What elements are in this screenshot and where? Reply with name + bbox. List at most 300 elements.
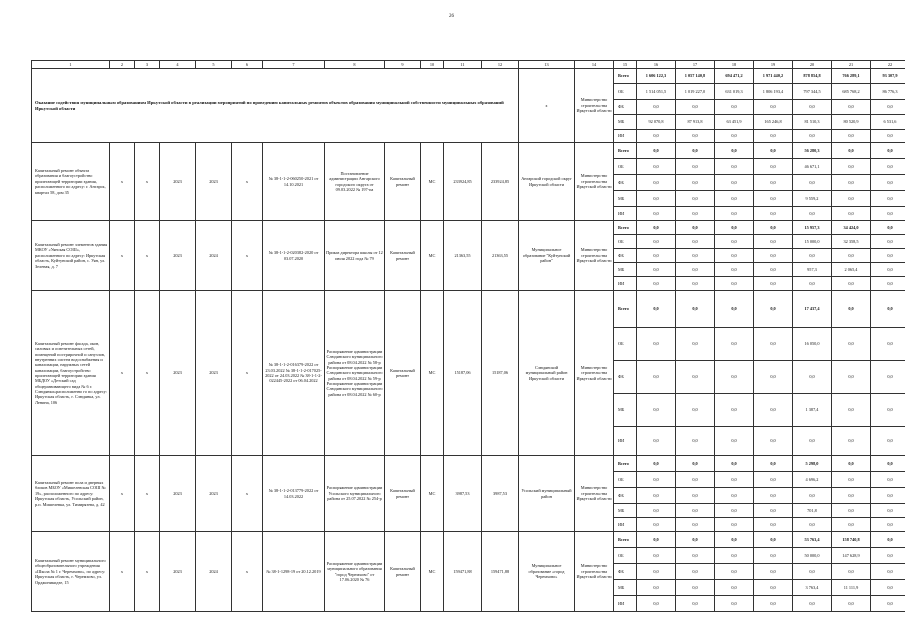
object-c5: 2023 [196,291,232,456]
object-c14: Министерство строительства Иркутской области [575,532,614,612]
value-cell: 0,0 [793,361,832,394]
object-c2: х [110,291,135,456]
object-c11: 15187,06 [444,291,482,456]
column-number-header: 2 [110,61,135,69]
value-cell: 0,0 [754,580,793,596]
object-c8: Постановление администрации Ангарского городского округа от 09.03.2022 № 197-па [325,143,385,221]
value-cell: 0,0 [715,221,754,235]
object-row [32,532,905,548]
value-cell: 87 913,8 [676,115,715,130]
object-row [32,456,905,472]
object-c4: 2023 [160,532,196,612]
value-cell: 0,0 [676,548,715,564]
value-cell: 0,0 [754,249,793,263]
object-c5: 2024 [196,221,232,291]
object-c14: Министерство строительства Иркутской области [575,143,614,221]
value-cell: 0,0 [793,175,832,191]
value-cell: 0,0 [871,143,905,159]
value-cell: 878 854,8 [793,69,832,84]
object-c5: 2023 [196,143,232,221]
value-cell: 0,0 [637,249,676,263]
value-cell: 0,0 [871,291,905,328]
value-cell: 0,0 [793,596,832,612]
value-cell: 0,0 [715,488,754,504]
object-c7: № 38-1-1-2-013779-2022 от 14.03.2022 [263,456,325,532]
value-cell: 0,0 [793,130,832,143]
column-number-header: 16 [637,61,676,69]
value-cell: 0,0 [715,328,754,361]
object-c13: Ангарский городской округ Иркутской области [519,143,575,221]
value-cell: 11 111,9 [832,580,871,596]
column-number-header: 10 [421,61,444,69]
column-number-header: 6 [232,61,263,69]
value-cell: 701,8 [793,504,832,518]
object-row [32,143,905,159]
value-cell: 0,0 [754,456,793,472]
object-name: Капитальный ремонт элементов здания МКОУ «Уянская СОШ», расположенного по адресу: Иркутская область, Куйтунский район, с. Уян, ул. Зеленая, д. 7 [32,221,110,291]
value-cell: 15 957,3 [793,221,832,235]
value-cell: 0,0 [832,291,871,328]
object-c13: Муниципальное образование «город Черемхово» [519,532,575,612]
value-cell: 0,0 [832,596,871,612]
value-cell: 0,0 [871,564,905,580]
object-c6: х [232,456,263,532]
value-cell: 0,0 [637,456,676,472]
value-cell: 0,0 [871,456,905,472]
value-cell: 0,0 [832,249,871,263]
value-cell: 0,0 [832,361,871,394]
value-cell: 4 696,2 [793,472,832,488]
value-cell: 0,0 [676,518,715,532]
column-number-header: 4 [160,61,196,69]
object-c8: Распоряжение администрации Усольского муниципального района от 25.07.2022 № 254-р [325,456,385,532]
value-cell: 81 510,3 [793,115,832,130]
value-cell: 0,0 [715,472,754,488]
value-cell: 0,0 [754,221,793,235]
value-cell: 0,0 [637,427,676,456]
value-cell: 0,0 [871,100,905,115]
value-cell: 15 000,0 [793,235,832,249]
value-cell: 0,0 [871,175,905,191]
object-c5: 2023 [196,456,232,532]
value-cell: 0,0 [637,143,676,159]
value-cell: 0,0 [715,263,754,277]
object-c8: Распоряжение администрации муниципального образования "город Черемхово" от 17.06.2020 № 76 [325,532,385,612]
fund-label: Всего [614,221,637,235]
value-cell: 0,0 [871,394,905,427]
value-cell: 0,0 [871,596,905,612]
value-cell: 0,0 [754,361,793,394]
value-cell: 0,0 [871,221,905,235]
value-cell: 34 424,0 [832,221,871,235]
object-c13: Муниципальное образование "Куйтунский район" [519,221,575,291]
object-c4: 2023 [160,143,196,221]
value-cell: 147 628,9 [832,548,871,564]
value-cell: 0,0 [832,427,871,456]
column-number-header: 9 [385,61,421,69]
value-cell: 0,0 [754,548,793,564]
value-cell: 0,0 [676,249,715,263]
value-cell: 631 019,3 [715,84,754,100]
summary-row [32,69,905,84]
value-cell: 0,0 [754,518,793,532]
value-cell: 0,0 [871,207,905,221]
value-cell: 0,0 [832,191,871,207]
value-cell: 0,0 [754,427,793,456]
value-cell: 0,0 [715,596,754,612]
column-number-header: 15 [614,61,637,69]
value-cell: 0,0 [871,580,905,596]
value-cell: 0,0 [637,221,676,235]
object-c2: х [110,143,135,221]
value-cell: 0,0 [676,488,715,504]
value-cell: 0,0 [676,143,715,159]
value-cell: 0,0 [676,263,715,277]
column-number-header: 17 [676,61,715,69]
value-cell: 0,0 [754,504,793,518]
column-number-header: 14 [575,61,614,69]
value-cell: 0,0 [637,191,676,207]
fund-label: ИИ [614,518,637,532]
object-c2: х [110,221,135,291]
value-cell: 0,0 [715,504,754,518]
value-cell: 0,0 [676,394,715,427]
value-cell: 0,0 [871,159,905,175]
value-cell: 0,0 [637,580,676,596]
value-cell: 0,0 [832,488,871,504]
object-c12: 159471,88 [482,532,519,612]
summary-col13: х [519,69,575,143]
capital-repairs-table [31,60,905,612]
value-cell: 0,0 [754,472,793,488]
object-c11: 3987,53 [444,456,482,532]
column-number-header: 22 [871,61,905,69]
object-row [32,221,905,235]
value-cell: 0,0 [715,207,754,221]
value-cell: 0,0 [637,291,676,328]
column-number-header: 19 [754,61,793,69]
value-cell: 685 768,2 [832,84,871,100]
value-cell: 0,0 [715,277,754,291]
value-cell: 0,0 [871,548,905,564]
value-cell: 0,0 [637,263,676,277]
value-cell: 17 437,4 [793,291,832,328]
value-cell: 0,0 [832,564,871,580]
object-c2: х [110,456,135,532]
value-cell: 0,0 [676,564,715,580]
object-c12: 15187,06 [482,291,519,456]
value-cell: 56 280,3 [793,143,832,159]
value-cell: 0,0 [754,263,793,277]
value-cell: 0,0 [637,175,676,191]
value-cell: 0,0 [715,361,754,394]
value-cell: 0,0 [637,130,676,143]
value-cell: 0,0 [715,518,754,532]
value-cell: 0,0 [715,427,754,456]
column-number-header: 3 [135,61,160,69]
value-cell: 0,0 [832,277,871,291]
value-cell: 0,0 [832,328,871,361]
object-c8: Распоряжение администрации Слюдянского муниципального района от 08.04.2022 № 58-р Распоряжение администрации Слюдянского муниципального района от 08.04.2022 № 59-р Распоряжение администрации Слюдянского муниципального района от 08.04.2022 № 60-р [325,291,385,456]
object-c6: х [232,291,263,456]
value-cell: 0,0 [715,143,754,159]
value-cell: 0,0 [871,235,905,249]
value-cell: 80 520,9 [832,115,871,130]
fund-label: ФБ [614,361,637,394]
value-cell: 5 298,0 [793,456,832,472]
column-number-header: 20 [793,61,832,69]
value-cell: 1 971 440,2 [754,69,793,84]
value-cell: 0,0 [754,235,793,249]
object-c6: х [232,532,263,612]
object-c4: 2023 [160,456,196,532]
fund-label: ФБ [614,249,637,263]
value-cell: 0,0 [754,191,793,207]
object-c10: МС [421,143,444,221]
value-cell: 0,0 [871,532,905,548]
value-cell: 0,0 [637,361,676,394]
object-c3: х [135,291,160,456]
value-cell: 0,0 [754,159,793,175]
fund-label: ФБ [614,488,637,504]
value-cell: 1 019 227,0 [676,84,715,100]
value-cell: 0,0 [676,427,715,456]
value-cell: 0,0 [754,291,793,328]
object-c8: Приказ директора школы от 12 июля 2022 года № 79 [325,221,385,291]
fund-label: МБ [614,191,637,207]
value-cell: 0,0 [676,277,715,291]
value-cell: 0,0 [832,159,871,175]
value-cell: 0,0 [754,277,793,291]
value-cell: 0,0 [832,130,871,143]
value-cell: 0,0 [637,488,676,504]
value-cell: 0,0 [754,207,793,221]
value-cell: 0,0 [715,564,754,580]
column-number-header: 7 [263,61,325,69]
value-cell: 694 471,2 [715,69,754,84]
value-cell: 0,0 [676,532,715,548]
value-cell: 0,0 [676,235,715,249]
value-cell: 0,0 [715,291,754,328]
fund-label: ФБ [614,564,637,580]
object-c3: х [135,143,160,221]
object-c9: Капитальный ремонт [385,291,421,456]
value-cell: 0,0 [832,518,871,532]
value-cell: 0,0 [832,394,871,427]
value-cell: 0,0 [676,596,715,612]
value-cell: 0,0 [793,100,832,115]
value-cell: 0,0 [676,207,715,221]
value-cell: 16 050,0 [793,328,832,361]
value-cell: 3 763,4 [793,580,832,596]
object-c6: х [232,143,263,221]
fund-label: МБ [614,580,637,596]
value-cell: 0,0 [754,175,793,191]
fund-label: ОБ [614,159,637,175]
value-cell: 0,0 [715,175,754,191]
fund-label: Всего [614,143,637,159]
value-cell: 86 776,3 [871,84,905,100]
value-cell: 0,0 [676,456,715,472]
value-cell: 1 057 140,8 [676,69,715,84]
object-c14: Министерство строительства Иркутской области [575,456,614,532]
value-cell: 0,0 [871,488,905,504]
fund-label: ИИ [614,596,637,612]
value-cell: 0,0 [637,564,676,580]
object-c13: Слюдянский муниципальный район Иркутской области [519,291,575,456]
value-cell: 158 740,8 [832,532,871,548]
value-cell: 0,0 [715,159,754,175]
value-cell: 1 606 122,3 [637,69,676,84]
value-cell: 0,0 [715,130,754,143]
value-cell: 0,0 [676,328,715,361]
object-c12: 233924,85 [482,143,519,221]
value-cell: 0,0 [793,277,832,291]
value-cell: 0,0 [871,361,905,394]
object-c9: Капитальный ремонт [385,532,421,612]
value-cell: 0,0 [676,191,715,207]
value-cell: 0,0 [637,235,676,249]
value-cell: 0,0 [676,130,715,143]
fund-label: МБ [614,504,637,518]
object-c14: Министерство строительства Иркутской области [575,221,614,291]
value-cell: 0,0 [715,394,754,427]
column-number-header: 18 [715,61,754,69]
fund-label: ИИ [614,427,637,456]
object-c6: х [232,221,263,291]
value-cell: 0,0 [754,328,793,361]
value-cell: 0,0 [793,207,832,221]
value-cell: 0,0 [793,427,832,456]
header-numbers-row [32,61,905,69]
fund-label: МБ [614,394,637,427]
value-cell: 6 531,6 [871,115,905,130]
object-c9: Капитальный ремонт [385,456,421,532]
summary-title: Оказание содействия муниципальным образованиям Иркутской области в реализации мероприятий по проведению капитальных ремонтов объектов образования муниципальной собственности муниципальных образований Иркутской области [32,69,519,143]
object-c10: МС [421,291,444,456]
value-cell: 0,0 [637,207,676,221]
value-cell: 0,0 [832,100,871,115]
object-c9: Капитальный ремонт [385,143,421,221]
column-number-header: 8 [325,61,385,69]
value-cell: 957,3 [793,263,832,277]
fund-label: ОБ [614,84,637,100]
value-cell: 1 387,4 [793,394,832,427]
value-cell: 0,0 [637,548,676,564]
value-cell: 0,0 [715,191,754,207]
object-name: Капитальный ремонт муниципального общеобразовательного учреждения «Школа № 1 г. Черемхово», по адресу: Иркутская область, г. Черемхово, ул. Орджоникидзе, 15 [32,532,110,612]
object-c2: х [110,532,135,612]
value-cell: 0,0 [637,159,676,175]
fund-label: МБ [614,115,637,130]
object-c9: Капитальный ремонт [385,221,421,291]
column-number-header: 12 [482,61,519,69]
value-cell: 0,0 [832,207,871,221]
value-cell: 0,0 [676,580,715,596]
value-cell: 0,0 [754,532,793,548]
value-cell: 0,0 [676,504,715,518]
value-cell: 0,0 [715,249,754,263]
object-c11: 21363,55 [444,221,482,291]
object-name: Капитальный ремонт пола и дверных блоков МБОУ «Мишелевская СОШ № 19», расположенного по адресу: Иркутская область, Усольский район, р.п. Мишелевка, ул. Тимирязева, д. 42 [32,456,110,532]
value-cell: 0,0 [637,518,676,532]
value-cell: 0,0 [637,472,676,488]
summary-responsible: Министерство строительства Иркутской области [575,69,614,143]
object-c3: х [135,456,160,532]
fund-label: Всего [614,291,637,328]
value-cell: 766 289,1 [832,69,871,84]
value-cell: 0,0 [871,504,905,518]
object-c13: Усольский муниципальный район [519,456,575,532]
object-c3: х [135,532,160,612]
fund-label: ИИ [614,207,637,221]
value-cell: 0,0 [676,175,715,191]
value-cell: 1 514 051,5 [637,84,676,100]
value-cell: 50 000,0 [793,548,832,564]
value-cell: 0,0 [832,143,871,159]
object-c4: 2023 [160,221,196,291]
value-cell: 0,0 [754,394,793,427]
value-cell: 0,0 [871,472,905,488]
value-cell: 0,0 [793,564,832,580]
object-c5: 2024 [196,532,232,612]
value-cell: 0,0 [871,277,905,291]
object-c4: 2023 [160,291,196,456]
value-cell: 0,0 [871,249,905,263]
column-number-header: 21 [832,61,871,69]
object-c7: № 38-1-1-2-020382-2020 от 03.07.2020 [263,221,325,291]
object-c12: 3987,53 [482,456,519,532]
value-cell: 0,0 [832,472,871,488]
value-cell: 0,0 [754,488,793,504]
value-cell: 0,0 [676,100,715,115]
value-cell: 0,0 [832,504,871,518]
column-number-header: 5 [196,61,232,69]
value-cell: 0,0 [637,394,676,427]
value-cell: 0,0 [715,532,754,548]
value-cell: 92 070,8 [637,115,676,130]
fund-label: ИИ [614,277,637,291]
value-cell: 0,0 [871,263,905,277]
object-c7: № 38-1-1-2-016379-2022 от 23.03.2022 № 38-1-1-2-017025-2022 от 24.03.2022 № 38-1-1-2-022445-2022 от 06.04.2022 [263,291,325,456]
value-cell: 2 065,4 [832,263,871,277]
value-cell: 0,0 [754,130,793,143]
object-c14: Министерство строительства Иркутской области [575,291,614,456]
value-cell: 0,0 [715,456,754,472]
value-cell: 1 806 193,4 [754,84,793,100]
fund-label: Всего [614,69,637,84]
object-name: Капитальный ремонт объекта образования и благоустройство прилегающей территории здания, расположенного по адресу: г. Ангарск, квартал 58, дом 35 [32,143,110,221]
value-cell: 0,0 [832,456,871,472]
column-number-header: 13 [519,61,575,69]
value-cell: 0,0 [793,249,832,263]
fund-label: ОБ [614,328,637,361]
value-cell: 0,0 [793,518,832,532]
value-cell: 0,0 [637,100,676,115]
value-cell: 32 358,5 [832,235,871,249]
value-cell: 0,0 [871,130,905,143]
object-c10: МС [421,532,444,612]
column-number-header: 1 [32,61,110,69]
value-cell: 0,0 [676,361,715,394]
value-cell: 0,0 [715,235,754,249]
object-c10: МС [421,456,444,532]
value-cell: 0,0 [871,518,905,532]
object-row [32,291,905,328]
object-c12: 21363,55 [482,221,519,291]
fund-label: ИИ [614,130,637,143]
value-cell: 165 246,8 [754,115,793,130]
